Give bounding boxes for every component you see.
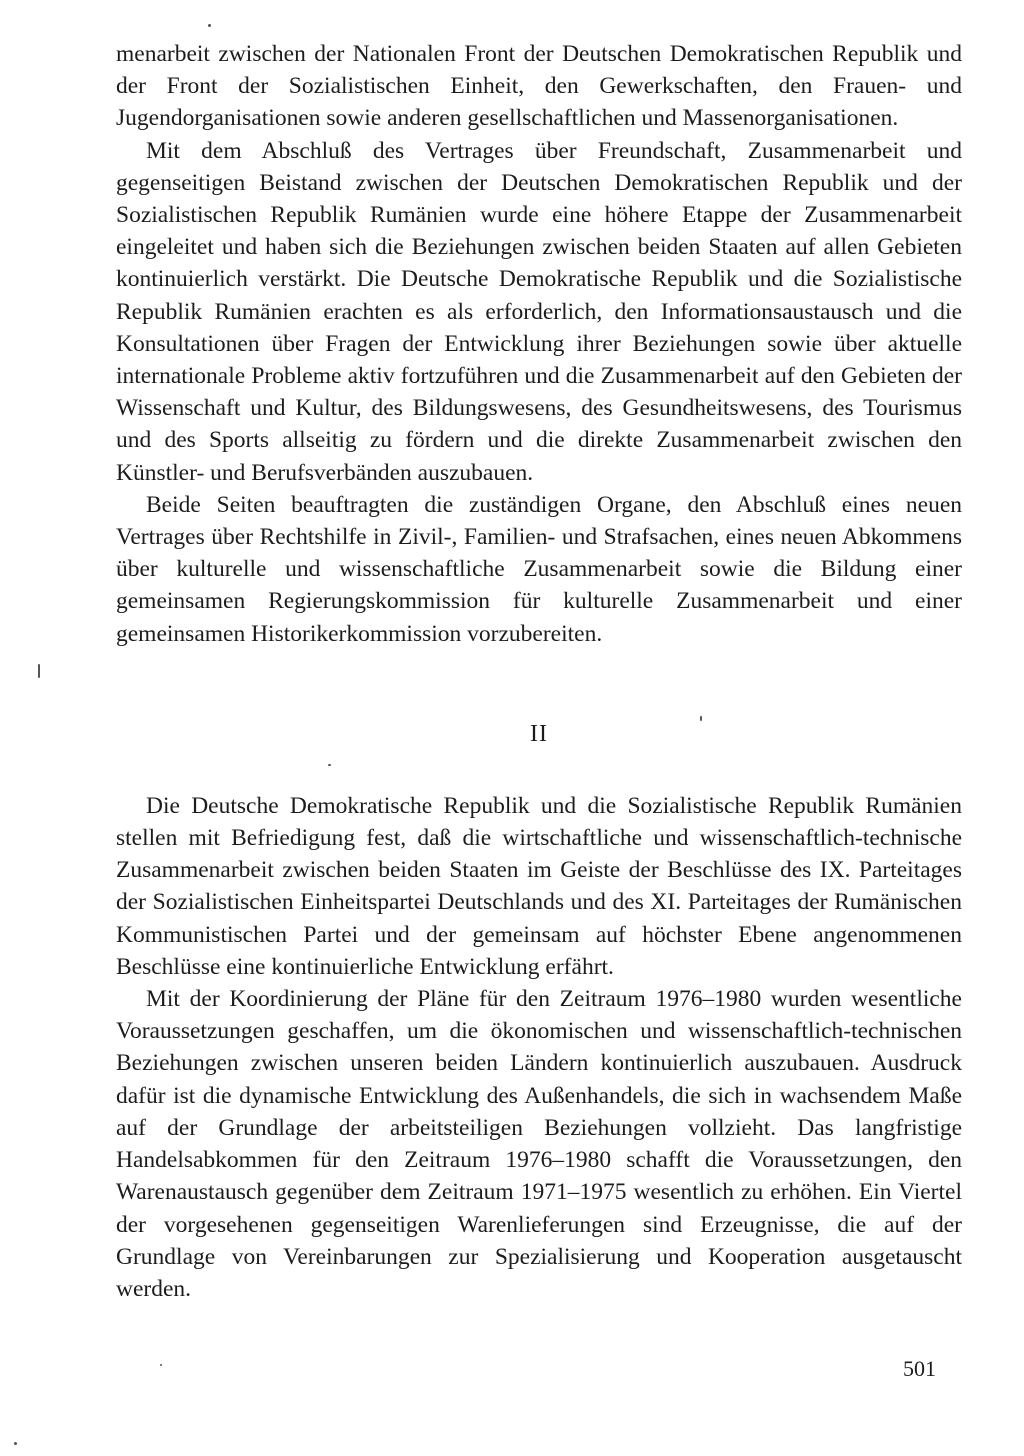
scan-speck-mid <box>328 764 331 766</box>
paragraph-economic-cooperation: Die Deutsche Demokratische Republik und die Sozialistische Republik Rumänien stellen mit Befriedigung fest, daß die wirtschaftliche und wissenschaftlich-technische Zusammenarbeit zwischen beiden Staaten im Geiste der Beschlüsse des IX. Parteitages der Sozialistischen Einheitspartei Deutschlands und des XI. Parteitages der Rumänischen Kommunistischen Partei und der gemeinsam auf höchster Ebene angenommenen Beschlüsse eine kontinuierliche Entwicklung erfährt. <box>116 792 962 980</box>
paragraph-legal-assistance: Beide Seiten beauftragten die zuständigen Organe, den Abschluß eines neuen Vertrages über Rechtshilfe in Zivil-, Familien- und Strafsachen, eines neuen Abkommens über kulturelle und wissenschaftliche Zusammenarbeit sowie die Bildung einer gemeinsamen Regierungskommission für kulturelle Zusammenarbeit und einer gemeinsamen Historikerkommission vorzubereiten. <box>116 491 962 647</box>
section-heading: II <box>530 720 548 747</box>
paragraph-continuation: menarbeit zwischen der Nationalen Front der Deutschen Demokratischen Republik und der Front der Sozialistischen Einheit, den Gewerkschaften, den Frauen- und Jugendorganisationen sowie anderen gesellschaftlichen und Massenorganisationen. <box>116 41 962 132</box>
paragraph-friendship-treaty: Mit dem Abschluß des Vertrages über Freundschaft, Zusammenarbeit und gegenseitigen Beistand zwischen der Deutschen Demokratischen Republik und der Sozialistischen Republik Rumänien wurde eine höhere Etappe der Zusammenarbeit eingeleitet und haben sich die Beziehungen zwischen beiden Staaten auf allen Gebieten kontinuierlich verstärkt. Die Deutsche Demokratische Republik und die Sozialistische Republik Rumänien erachten es als erforderlich, den Informationsaustausch und die Konsultationen über Fragen der Entwicklung ihrer Beziehungen sowie über aktuelle internationale Probleme aktiv fortzuführen und die Zusammenarbeit auf den Gebieten der Wissenschaft und Kultur, des Bildungswesens, des Gesundheitswesens, des Tourismus und des Sports allseitig zu fördern und die direkte Zusammenarbeit zwischen den Künstler- und Berufsverbänden auszubauen. <box>116 137 962 486</box>
paragraph-plan-coordination: Mit der Koordinierung der Pläne für den Zeitraum 1976–1980 wurden wesentliche Voraussetzungen geschaffen, um die ökonomischen und wissenschaftlich-technischen Beziehungen zwischen unseren beiden Ländern kontinuierlich auszubauen. Ausdruck dafür ist die dynamische Entwicklung des Außenhandels, die sich in wachsendem Maße auf der Grundlage der arbeitsteiligen Beziehungen vollzieht. Das langfristige Handelsabkommen für den Zeitraum 1976–1980 schafft die Voraussetzungen, den Warenaustausch gegenüber dem Zeitraum 1971–1975 wesentlich zu erhöhen. Ein Viertel der vorgesehenen gegenseitigen Warenlieferungen sind Erzeugnisse, die auf der Grundlage von Vereinbarungen zur Spezialisierung und Kooperation ausgetauscht werden. <box>116 986 962 1302</box>
page-number: 501 <box>903 1356 936 1381</box>
scan-speck-bottom <box>160 1364 162 1366</box>
scan-speck-top <box>208 24 211 27</box>
scan-speck-right <box>700 716 702 721</box>
scan-speck-left <box>38 664 40 678</box>
scan-speck-corner <box>14 1442 17 1445</box>
